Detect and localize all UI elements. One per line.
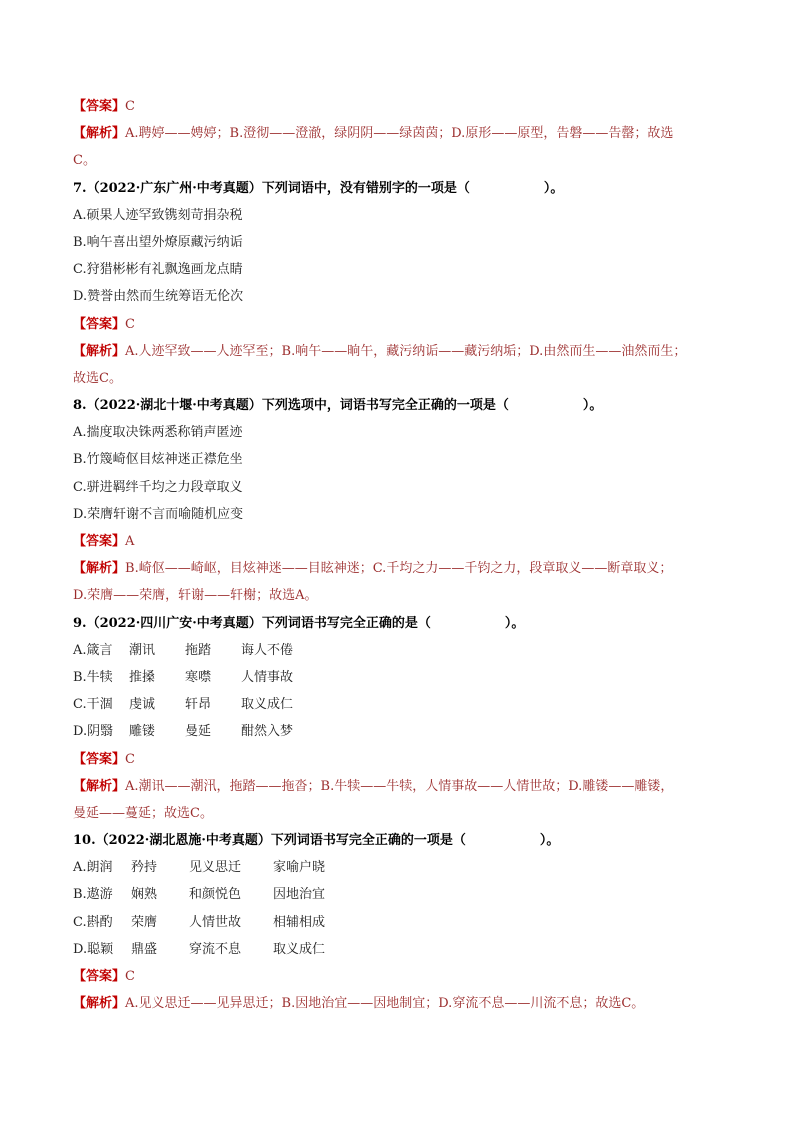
answer-line: 【答案】C xyxy=(73,316,135,332)
question-9: 9.（2022·四川广安·中考真题）下列词语书写完全正确的是（ ）。 xyxy=(73,615,525,631)
option-line: B.遨游 娴熟 和颜悦色 因地治宜 xyxy=(73,887,326,903)
option-line: D.荣膺轩谢不言而喻随机应变 xyxy=(73,506,244,522)
question-10: 10.（2022·湖北恩施·中考真题）下列词语书写完全正确的一项是（ ）。 xyxy=(73,833,560,849)
analysis-line-continued: C。 xyxy=(73,153,96,169)
answer-line: 【答案】C xyxy=(73,751,135,767)
option-line: C.骈进羁绊千均之力段章取义 xyxy=(73,479,243,495)
answer-line: 【答案】C xyxy=(73,969,135,984)
answer-line: 【答案】C xyxy=(73,99,135,114)
option-line: B.响午喜出望外燎原藏污纳诟 xyxy=(73,234,243,250)
option-line: D.赞誉由然而生统筹语无伦次 xyxy=(73,289,244,305)
analysis-line-continued: D.荣膺——荣膺，轩谢——轩榭；故选A。 xyxy=(73,588,318,604)
document-page xyxy=(73,93,723,1017)
option-line: D.阴翳 雕镂 曼延 酣然入梦 xyxy=(73,724,294,740)
analysis-line-continued: 故选C。 xyxy=(73,370,122,386)
analysis-line-continued: 曼延——蔓延；故选C。 xyxy=(73,805,213,821)
option-line: A.箴言 潮讯 拖踏 诲人不倦 xyxy=(73,642,294,658)
option-line: A.硕果人迹罕致镌刻苛捐杂税 xyxy=(73,207,243,223)
option-line: A.朗润 矜持 见义思迁 家喻户晓 xyxy=(73,860,326,876)
analysis-line: 【解析】B.崎伛——崎岖，目炫神迷——目眩神迷；C.千均之力——千钧之力，段章取义——断章取义； xyxy=(73,561,673,577)
answer-line: 【答案】A xyxy=(73,534,135,549)
option-line: B.牛犊 推搡 寒噤 人情事故 xyxy=(73,669,294,685)
option-line: B.竹篾崎伛目炫神迷正襟危坐 xyxy=(73,452,243,468)
option-line: C.斟酌 荣膺 人情世故 相辅相成 xyxy=(73,914,326,930)
analysis-line: 【解析】A.聘婷——娉婷；B.澄彻——澄澈，绿阴阴——绿茵茵；D.原形——原型，告磐——告罄；故选 xyxy=(73,126,674,142)
option-line: C.狩猎彬彬有礼飘逸画龙点睛 xyxy=(73,262,243,278)
analysis-line: 【解析】A.人迹罕致——人迹罕至；B.响午——晌午，藏污纳诟——藏污纳垢；D.由然而生——油然而生； xyxy=(73,343,687,359)
option-line: D.聪颖 鼎盛 穿流不息 取义成仁 xyxy=(73,941,326,957)
option-line: C.干涸 虔诚 轩昂 取义成仁 xyxy=(73,697,294,713)
option-line: A.揣度取决铢两悉称销声匿迹 xyxy=(73,425,243,441)
question-8: 8.（2022·湖北十堰·中考真题）下列选项中，词语书写完全正确的一项是（ ）。 xyxy=(73,398,603,414)
analysis-line: 【解析】A.见义思迁——见异思迁；B.因地治宜——因地制宜；D.穿流不息——川流不息；故选C。 xyxy=(73,996,645,1012)
question-7: 7.（2022·广东广州·中考真题）下列词语中，没有错别字的一项是（ ）。 xyxy=(73,180,564,196)
analysis-line: 【解析】A.潮讯——潮汛，拖踏——拖沓；B.牛犊——牛犊，人情事故——人情世故；D.雕镂——雕镂， xyxy=(73,778,674,794)
